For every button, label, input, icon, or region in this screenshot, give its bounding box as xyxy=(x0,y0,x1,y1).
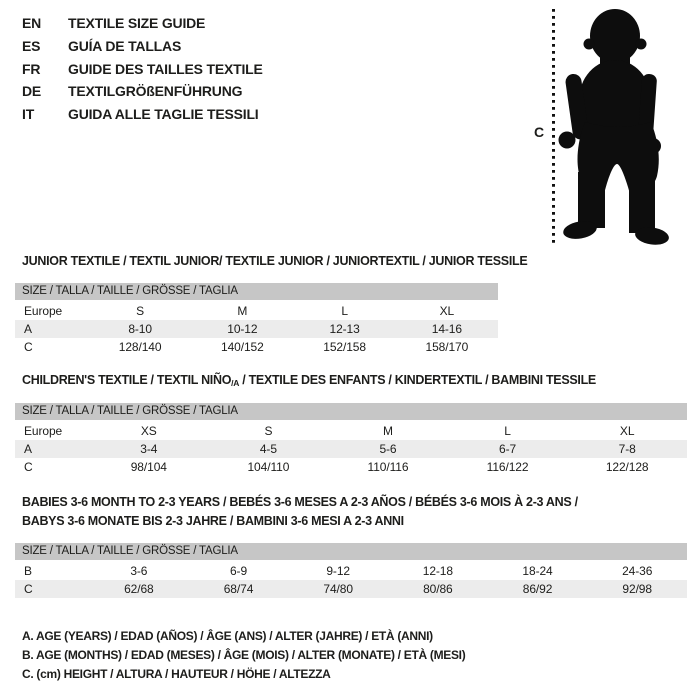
row-label: Europe xyxy=(24,304,63,318)
row-label: A xyxy=(24,442,32,456)
babies-title-line1: BABIES 3-6 MONTH TO 2-3 YEARS / BEBÉS 3-6 MESES A 2-3 AÑOS / BÉBÉS 3-6 MOIS À 2-3 ANS / xyxy=(22,495,578,509)
size-cell: M xyxy=(237,304,248,318)
row-label: A xyxy=(24,322,32,336)
size-cell: XL xyxy=(439,304,455,318)
size-cell: XS xyxy=(140,424,157,438)
size-cell: 6-9 xyxy=(229,564,248,578)
size-cell: 14-16 xyxy=(431,322,462,336)
size-table-header: SIZE / TALLA / TAILLE / GRÖSSE / TAGLIA xyxy=(15,283,498,300)
language-label: TEXTILE SIZE GUIDE xyxy=(68,15,206,32)
size-cell: 12-18 xyxy=(422,564,453,578)
children-section-title xyxy=(22,371,596,393)
size-cell: 86/92 xyxy=(522,582,553,596)
size-cell: 158/170 xyxy=(425,340,469,354)
size-cell: 104/110 xyxy=(247,460,290,474)
junior-section-title: JUNIOR TEXTILE / TEXTIL JUNIOR/ TEXTILE JUNIOR / JUNIORTEXTIL / JUNIOR TESSILE xyxy=(22,254,528,268)
language-row-es xyxy=(22,35,263,58)
size-table-header: SIZE / TALLA / TAILLE / GRÖSSE / TAGLIA xyxy=(15,403,687,420)
size-cell: 9-12 xyxy=(326,564,350,578)
size-cell: 116/122 xyxy=(486,460,529,474)
footnote-age-months: B. AGE (MONTHS) / EDAD (MESES) / ÂGE (MOIS) / ALTER (MONATE) / ETÀ (MESI) xyxy=(22,648,466,663)
size-cell: 7-8 xyxy=(618,442,636,456)
table-row-height xyxy=(15,338,498,356)
table-row-age-years xyxy=(15,440,687,458)
language-row-it xyxy=(22,103,263,126)
footnote-age-years: A. AGE (YEARS) / EDAD (AÑOS) / ÂGE (ANS) / ALTER (JAHRE) / ETÀ (ANNI) xyxy=(22,629,433,643)
language-list xyxy=(22,12,263,125)
babies-title-line2: BABYS 3-6 MONATE BIS 2-3 JAHRE / BAMBINI 3-6 MESI A 2-3 ANNI xyxy=(22,513,404,528)
size-cell: 74/80 xyxy=(323,582,353,596)
figure-label: C xyxy=(534,124,545,140)
row-label: C xyxy=(24,582,33,596)
size-cell: 122/128 xyxy=(605,460,649,474)
language-label: TEXTILGRÖßENFÜHRUNG xyxy=(68,83,243,100)
language-row-fr xyxy=(22,57,263,80)
language-code: ES xyxy=(22,38,41,55)
size-cell: S xyxy=(264,424,273,438)
size-cell: 62/68 xyxy=(124,582,154,596)
ear-left xyxy=(584,39,595,50)
size-table-header: SIZE / TALLA / TAILLE / GRÖSSE / TAGLIA xyxy=(15,543,687,560)
footnotes xyxy=(22,627,465,685)
size-cell: S xyxy=(136,304,145,318)
language-label: GUÍA DE TALLAS xyxy=(68,38,182,55)
size-cell: 12-13 xyxy=(329,322,360,336)
size-cell: 68/74 xyxy=(223,582,254,596)
children-title-sub: /A xyxy=(231,378,240,388)
language-code: FR xyxy=(22,60,41,77)
table-row-europe xyxy=(15,422,687,440)
size-cell: 6-7 xyxy=(499,442,517,456)
size-cell: XL xyxy=(619,424,635,438)
toddler-silhouette xyxy=(559,9,671,247)
language-code: IT xyxy=(22,106,35,123)
table-row-age-months xyxy=(15,562,687,580)
size-cell: 152/158 xyxy=(323,340,366,354)
size-cell: 98/104 xyxy=(130,460,167,474)
size-cell: L xyxy=(504,424,511,438)
row-label: C xyxy=(24,460,33,474)
children-title-post: / TEXTILE DES ENFANTS / KINDERTEXTIL / BAMBINI TESSILE xyxy=(239,373,596,387)
size-cell: 5-6 xyxy=(379,442,397,456)
size-cell: 8-10 xyxy=(128,322,152,336)
table-row-height xyxy=(15,458,687,476)
language-label: GUIDE DES TAILLES TEXTILE xyxy=(68,60,263,77)
table-row-age-years xyxy=(15,320,498,338)
babies-section-title xyxy=(22,493,578,530)
table-row-europe xyxy=(15,302,498,320)
row-label: Europe xyxy=(24,424,63,438)
size-cell: 10-12 xyxy=(227,322,258,336)
junior-size-table xyxy=(15,283,498,356)
size-cell: L xyxy=(341,304,348,318)
size-cell: 140/152 xyxy=(221,340,264,354)
language-code: EN xyxy=(22,15,42,32)
footnote-height: C. (cm) HEIGHT / ALTURA / HAUTEUR / HÖHE / ALTEZZA xyxy=(22,667,331,682)
language-label: GUIDA ALLE TAGLIE TESSILI xyxy=(68,106,259,123)
size-cell: 18-24 xyxy=(522,564,553,578)
size-cell: 3-6 xyxy=(130,564,148,578)
children-title-pre: CHILDREN'S TEXTILE / TEXTIL NIÑO xyxy=(22,373,232,387)
language-row-en xyxy=(22,12,263,35)
row-label: C xyxy=(24,340,33,354)
ear-right xyxy=(636,39,647,50)
size-cell: 80/86 xyxy=(423,582,453,596)
children-size-table xyxy=(15,403,687,476)
size-cell: M xyxy=(383,424,393,438)
size-cell: 110/116 xyxy=(367,460,409,474)
toddler-height-figure xyxy=(530,0,700,250)
size-cell: 4-5 xyxy=(259,442,277,456)
babies-size-table xyxy=(15,543,687,598)
size-cell: 92/98 xyxy=(622,582,652,596)
language-row-de xyxy=(22,80,263,103)
table-row-height xyxy=(15,580,687,598)
size-cell: 3-4 xyxy=(140,442,158,456)
row-label: B xyxy=(24,564,32,578)
size-cell: 24-36 xyxy=(622,564,653,578)
size-cell: 128/140 xyxy=(118,340,162,354)
language-code: DE xyxy=(22,83,42,100)
